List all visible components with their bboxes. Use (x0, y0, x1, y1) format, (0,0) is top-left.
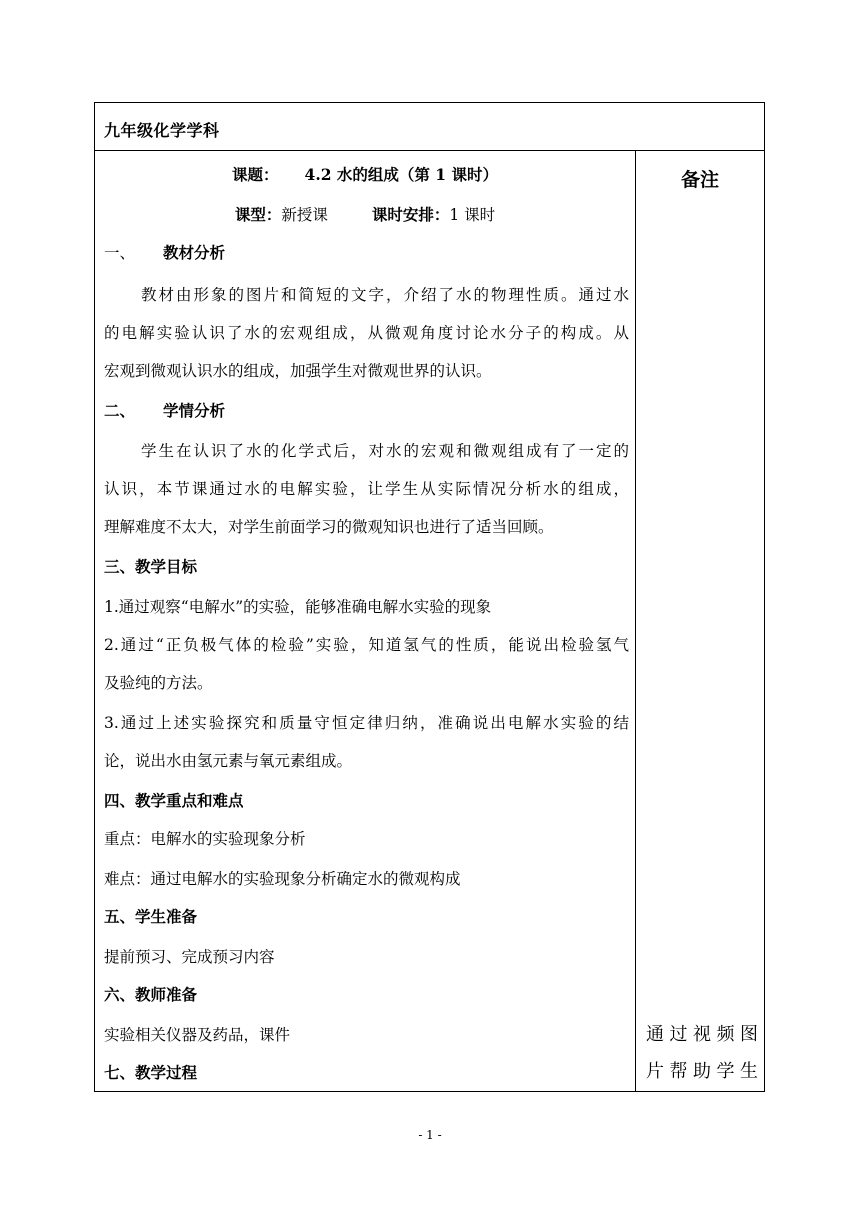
page-number: - 1 - (418, 1128, 442, 1142)
section-1-line: 的电解实验认识了水的宏观组成，从微观角度讨论水分子的构成。从 (104, 324, 629, 342)
section-6-line: 实验相关仪器及药品，课件 (104, 1026, 291, 1044)
section-1-heading (104, 243, 629, 263)
section-1-number: 一、 (104, 244, 136, 262)
section-4-line: 难点：通过电解水的实验现象分析确定水的微观构成 (104, 870, 461, 888)
subject-header-row (95, 103, 764, 151)
section-1-title: 教材分析 (163, 243, 226, 262)
section-3-line: 2.通过“正负极气体的检验”实验，知道氢气的性质，能说出检验氢气 (104, 636, 629, 654)
section-6-heading: 六、教师准备 (104, 985, 198, 1004)
section-1-line: 宏观到微观认识水的组成，加强学生对微观世界的认识。 (104, 362, 492, 380)
section-3-line: 1.通过观察“电解水”的实验，能够准确电解水实验的现象 (104, 598, 492, 616)
remarks-note-line: 通过视频图 (646, 1024, 758, 1045)
section-3-line: 3.通过上述实验探究和质量守恒定律归纳，准确说出电解水实验的结 (104, 714, 629, 732)
main-content-column (95, 151, 635, 1091)
schedule-value: 1 课时 (449, 206, 496, 224)
lesson-type-label: 课型： (234, 205, 282, 224)
section-2-number: 二、 (104, 401, 136, 420)
section-3-heading: 三、教学目标 (104, 557, 198, 576)
section-7-heading: 七、教学过程 (104, 1063, 198, 1082)
remarks-note-line: 片帮助学生 (646, 1061, 758, 1082)
section-3-line: 及验纯的方法。 (104, 674, 213, 692)
section-4-line: 重点：电解水的实验现象分析 (104, 830, 306, 848)
section-4-heading: 四、教学重点和难点 (104, 791, 244, 810)
remarks-title: 备注 (680, 169, 719, 191)
topic-value: 4.2 水的组成（第 1 课时） (304, 165, 498, 184)
topic-label: 课题： (232, 165, 279, 184)
section-5-heading: 五、学生准备 (104, 907, 198, 926)
section-3-line: 论，说出水由氢元素与氧元素组成。 (104, 752, 353, 770)
section-2-line: 理解难度不太大，对学生前面学习的微观知识也进行了适当回顾。 (104, 518, 554, 536)
section-2-line: 学生在认识了水的化学式后，对水的宏观和微观组成有了一定的 (141, 442, 629, 460)
section-2-heading (104, 401, 629, 421)
section-1-line: 教材由形象的图片和简短的文字，介绍了水的物理性质。通过水 (141, 286, 629, 304)
topic-line (95, 165, 635, 185)
remarks-column (636, 151, 764, 1091)
section-2-line: 认识，本节课通过水的电解实验，让学生从实际情况分析水的组成， (104, 480, 629, 498)
subject-title: 九年级化学学科 (104, 121, 220, 140)
lesson-meta-line (95, 205, 635, 225)
section-2-title: 学情分析 (163, 401, 226, 420)
schedule-label: 课时安排： (371, 205, 450, 224)
section-5-line: 提前预习、完成预习内容 (104, 948, 275, 966)
lesson-plan-table (94, 102, 765, 1092)
lesson-type-value: 新授课 (281, 206, 328, 224)
